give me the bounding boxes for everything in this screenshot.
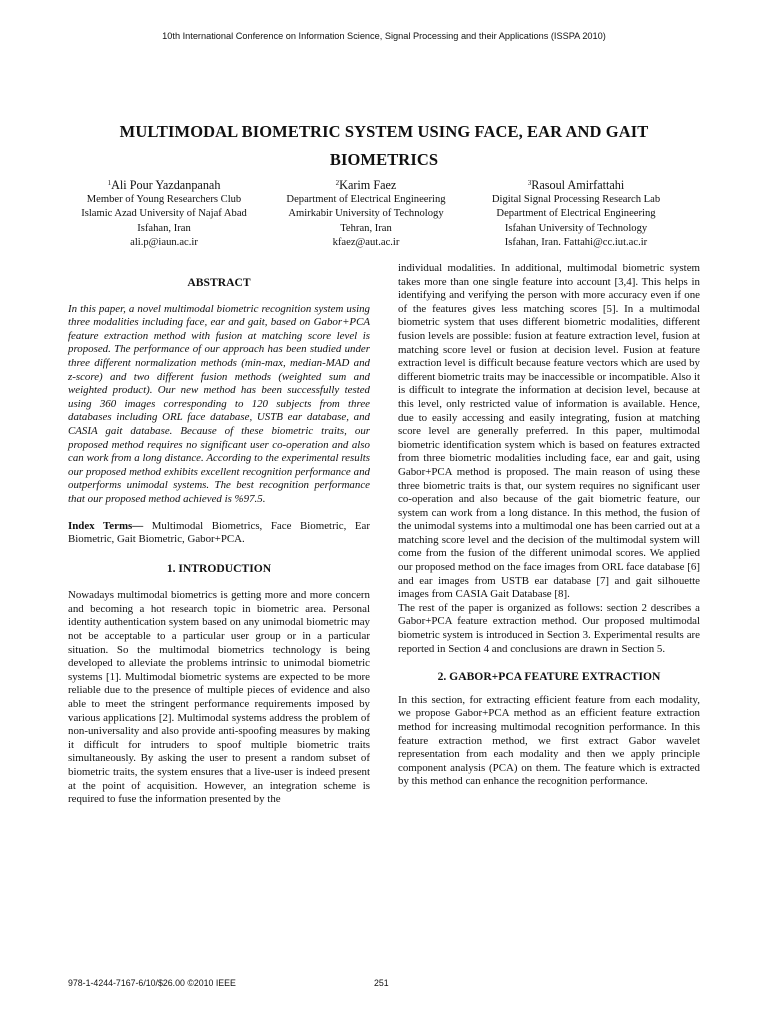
paper-organization-text: The rest of the paper is organized as follows: section 2 describes a Gabor+PCA feature extraction method. Our proposed multimodal biometric system is introduced in Section 3. Experimental results are reported in Section 4 and conclusions are drawn in Section 5.	[398, 601, 700, 655]
abstract-text: In this paper, a novel multimodal biometric recognition system using three modalities including face, ear and gait, based on Gabor+PCA feature extraction method with fusion at matching score level is proposed. The performance of our approach has been studied under three different normalization methods (min-max, median-MAD and z-score) and two different fusion methods (weighted sum and weighted product). Our new method has been successfully tested using 360 images corresponding to 120 subjects from three databases including ORL face database, USTB ear database, and CASIA gait database. Because of these biometric traits, our proposed method requires no significant user co-operation and also can work from a long distance. According to the experimental results our proposed method exhibits excellent recognition performance and outperforms unimodal systems. The best recognition performance that our proposed method achieved is %97.5.	[68, 302, 370, 505]
author-2-index: 2	[335, 179, 340, 187]
author-3-department: Department of Electrical Engineering	[496, 208, 656, 220]
author-3	[468, 175, 684, 251]
author-3-institution: Isfahan University of Technology	[504, 222, 648, 234]
index-terms-label: Index Terms—	[68, 519, 144, 532]
paper-title	[60, 118, 708, 174]
author-2-affiliation: Department of Electrical Engineering	[286, 194, 446, 205]
author-1-index: 1	[107, 179, 112, 187]
introduction-text: Nowadays multimodal biometrics is getting more and more concern and becoming a hot research topic in biometric area. Personal identity authentication system based on any unimodal biometric may not be acceptable to a particular user group or in a particular situation. So the multimodal biometrics technology is being developed to alleviate the problems intrinsic to unimodal biometric systems [1]. Multimodal biometric systems are expected to be more reliable due to the presence of multiple pieces of evidence and also able to meet the stringent performance requirements imposed by various applications [2]. Multimodal systems address the problem of non-universality and also provide anti-spoofing measures by making it difficult for intruders to spoof multiple biometric traits simultaneously. By asking the user to present a random subset of biometric traits, the system ensures that a live-user is indeed present at the point of acquisition. However, an integration scheme is required to fuse the information presented by the	[68, 589, 370, 806]
author-2-location: Tehran, Iran	[340, 222, 392, 234]
author-3-name: Rasoul Amirfattahi	[531, 178, 625, 192]
index-terms-text: Multimodal Biometrics, Face Biometric, Ear Biometric, Gait Biometric, Gabor+PCA.	[68, 519, 370, 546]
author-3-email: Isfahan, Iran. Fattahi@cc.iut.ac.ir	[504, 237, 648, 249]
author-1-email: ali.p@iaun.ac.ir	[130, 237, 198, 249]
author-1-affiliation: Member of Young Researchers Club	[86, 194, 242, 205]
introduction-heading: 1. INTRODUCTION	[166, 561, 272, 575]
author-1	[64, 175, 264, 251]
conference-header: 10th International Conference on Information Science, Signal Processing and their Applications (ISSPA 2010)	[162, 31, 606, 41]
author-2-name: Karim Faez	[339, 178, 397, 192]
copyright-footer: 978-1-4244-7167-6/10/$26.00 ©2010 IEEE	[68, 978, 236, 988]
gabor-pca-heading: 2. GABOR+PCA FEATURE EXTRACTION	[437, 670, 661, 684]
abstract-heading: ABSTRACT	[187, 276, 251, 289]
title-line-1: MULTIMODAL BIOMETRIC SYSTEM USING FACE, EAR AND GAIT	[119, 122, 649, 141]
right-column	[398, 262, 700, 789]
author-2-email: kfaez@aut.ac.ir	[332, 237, 400, 249]
author-2	[266, 175, 466, 251]
author-1-institution: Islamic Azad University of Najaf Abad	[81, 208, 247, 220]
gabor-pca-text: In this section, for extracting efficient feature from each modality, we propose Gabor+PCA method as an efficient feature extraction method for increasing multimodal recognition performance. In this feature extraction method, we first extract Gabor wavelet representation from each modality and then we apply principle component analysis (PCA) on them. The feature which is extracted by this method can enhance the recognition performance.	[398, 693, 700, 788]
left-column	[68, 262, 370, 807]
author-1-location: Isfahan, Iran	[137, 222, 191, 234]
author-3-index: 3	[527, 179, 532, 187]
introduction-continued-text: individual modalities. In additional, multimodal biometric system takes more than one single feature into account [3,4]. This helps in identifying and verifying the person with more accuracy even if one of the features gives less matching scores [5]. In a multimodal biometric system that uses different biometric modalities, different fusion levels are possible: fusion at feature extraction level, fusion at matching score level or fusion at decision level. Fusion at feature extraction level is difficult because feature vectors which are used by different biometric traits may be inaccessible or incompatible. Also it is difficult to integrate the information at decision level, because at this level, only restricted value of information is available. Hence, due to easily accessing and easily integrating, fusion at matching score level are generally preferred. In this paper, multimodal biometric identification system which is based on features extracted from three biometric modalities including face, ear and gait, using Gabor+PCA method is proposed. The main reason of using these three biometric traits is that, our system requires no significant user co-operation and also because of the gait biometric feature, our system can work from a long distance. In this method, the fusion of the unimodal systems into a multimodal one has been carried out at a matching score level and the decision of the multimodal system will come from the fusion of the different unimodal scores. We applied our proposed method on the face images from ORL face database [6] and ear images from USTB ear database [7] and gait silhouette images from CASIA Gait Database [8].	[398, 262, 700, 601]
author-3-affiliation: Digital Signal Processing Research Lab	[491, 194, 661, 205]
index-terms	[68, 520, 370, 547]
author-2-institution: Amirkabir University of Technology	[288, 208, 444, 220]
author-1-name: Ali Pour Yazdanpanah	[111, 178, 221, 192]
page-number: 251	[374, 978, 389, 988]
title-line-2: BIOMETRICS	[329, 150, 439, 169]
